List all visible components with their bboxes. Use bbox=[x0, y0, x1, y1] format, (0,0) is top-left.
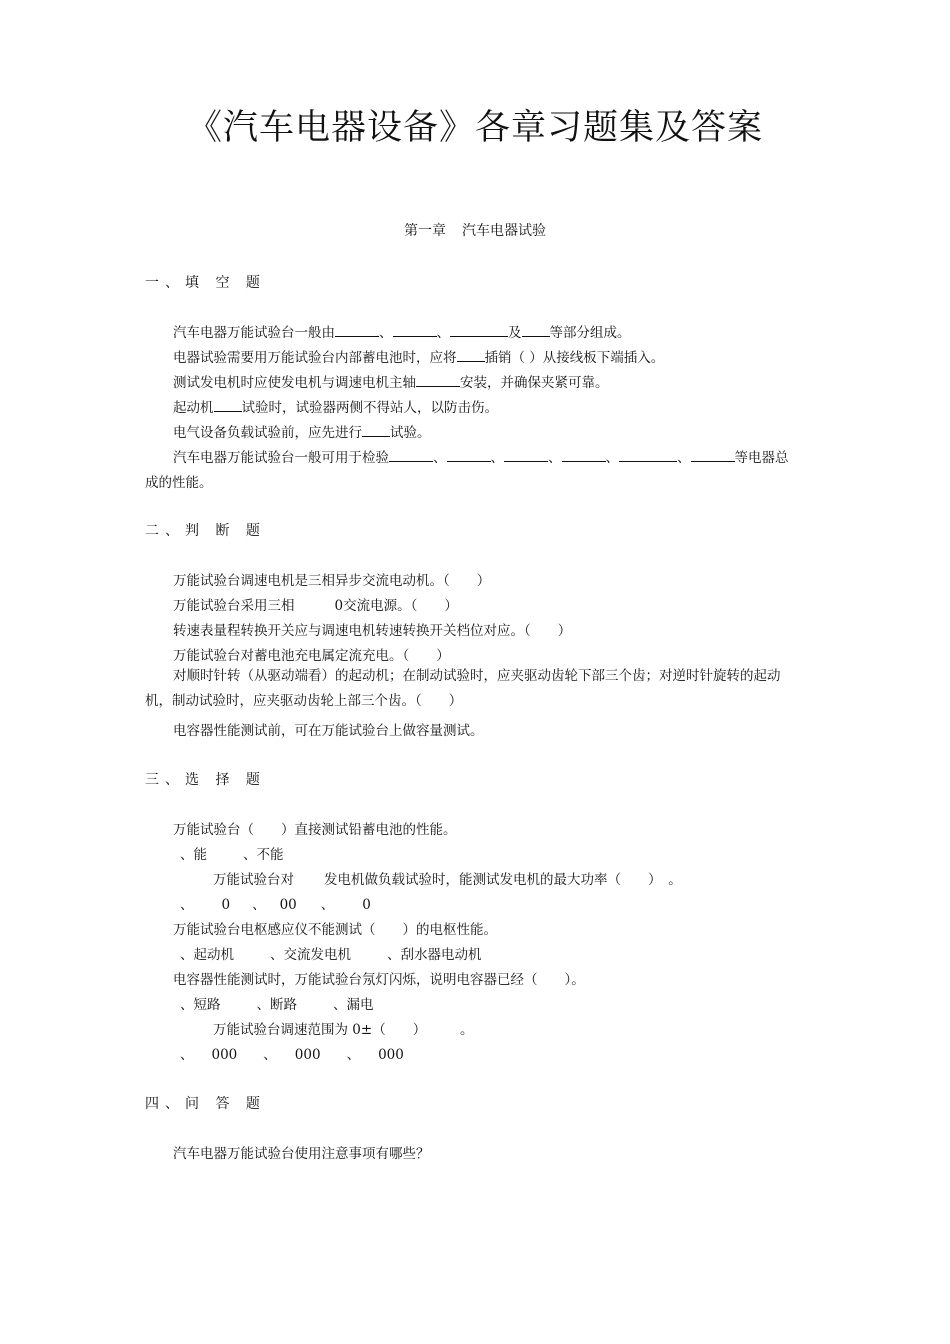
judge-question-2: 万能试验台采用三相 0交流电源。（ ） bbox=[173, 598, 458, 614]
choice-options-5 bbox=[180, 1043, 404, 1063]
option[interactable]: 、起动机 bbox=[180, 947, 234, 963]
answer-blank[interactable] bbox=[522, 324, 550, 337]
choice-options-3 bbox=[180, 943, 482, 963]
fill-question-3: 测试发电机时应使发电机与调速电机主轴 安装，并确保夹紧可靠。 bbox=[173, 375, 609, 391]
answer-blank[interactable] bbox=[393, 324, 437, 337]
choice-question-1: 万能试验台（ ）直接测试铅蓄电池的性能。 bbox=[173, 822, 457, 838]
answer-blank[interactable] bbox=[450, 324, 508, 337]
answer-blank[interactable] bbox=[457, 349, 485, 362]
answer-blank[interactable] bbox=[335, 324, 379, 337]
option[interactable]: 、 00 bbox=[252, 897, 297, 913]
section-heading-fill: 一、填 空 题 bbox=[145, 275, 266, 291]
chapter-name: 汽车电器试验 bbox=[462, 223, 546, 239]
judge-question-5: 对顺时针转（从驱动端看）的起动机；在制动试验时，应夹驱动齿轮下部三个齿；对逆时针旋转的起动机，制动试验时，应夹驱动齿轮上部三个齿。（ ） bbox=[145, 668, 781, 709]
option[interactable]: 、断路 bbox=[256, 997, 297, 1013]
choice-options-2 bbox=[180, 893, 371, 913]
option[interactable]: 、 0 bbox=[320, 897, 371, 913]
option[interactable]: 、不能 bbox=[243, 847, 284, 863]
option[interactable]: 、 000 bbox=[263, 1047, 321, 1063]
judge-question-1: 万能试验台调速电机是三相异步交流电动机。（ ） bbox=[173, 573, 491, 589]
choice-options-1 bbox=[180, 843, 284, 863]
option[interactable]: 、短路 bbox=[180, 997, 221, 1013]
section-heading-qa: 四、问 答 题 bbox=[145, 1096, 266, 1112]
qa-question-1: 汽车电器万能试验台使用注意事项有哪些？ bbox=[173, 1146, 430, 1162]
fill-question-1: 汽车电器万能试验台一般由 、 、 及 等部分组成。 bbox=[173, 325, 631, 341]
option[interactable]: 、 0 bbox=[180, 897, 231, 913]
document-title: 《汽车电器设备》各章习题集及答案 bbox=[186, 108, 763, 148]
answer-blank[interactable] bbox=[619, 449, 677, 462]
section-heading-judge: 二、判 断 题 bbox=[145, 523, 266, 539]
choice-options-4 bbox=[180, 993, 374, 1013]
choice-question-2: 万能试验台对 发电机做负载试验时，能测试发电机的最大功率（ ） 。 bbox=[213, 872, 682, 888]
answer-blank[interactable] bbox=[691, 449, 735, 462]
fill-question-6-continued: 成的性能。 bbox=[145, 475, 213, 491]
answer-blank[interactable] bbox=[447, 449, 491, 462]
option[interactable]: 、刮水器电动机 bbox=[387, 947, 482, 963]
answer-blank[interactable] bbox=[214, 399, 242, 412]
answer-blank[interactable] bbox=[389, 449, 433, 462]
answer-blank[interactable] bbox=[504, 449, 548, 462]
option[interactable]: 、 000 bbox=[180, 1047, 238, 1063]
option[interactable]: 、交流发电机 bbox=[270, 947, 351, 963]
fill-question-4: 起动机 试验时，试验器两侧不得站人，以防击伤。 bbox=[173, 400, 498, 416]
option[interactable]: 、能 bbox=[180, 847, 207, 863]
judge-question-6: 电容器性能测试前，可在万能试验台上做容量测试。 bbox=[173, 723, 484, 739]
judge-question-4: 万能试验台对蓄电池充电属定流充电。（ ） bbox=[173, 648, 450, 664]
choice-question-3: 万能试验台电枢感应仪不能测试（ ）的电枢性能。 bbox=[173, 922, 497, 938]
choice-question-5: 万能试验台调速范围为 0±（ ） 。 bbox=[213, 1022, 474, 1038]
choice-question-4: 电容器性能测试时，万能试验台氖灯闪烁，说明电容器已经（ ）。 bbox=[173, 972, 585, 988]
fill-question-5: 电气设备负载试验前，应先进行 试验。 bbox=[173, 425, 431, 441]
fill-question-2: 电器试验需要用万能试验台内部蓄电池时，应将 插销（ ）从接线板下端插入。 bbox=[173, 350, 665, 366]
fill-question-6: 汽车电器万能试验台一般可用于检验 、 、 、 、 、 等电器总 bbox=[173, 450, 789, 466]
answer-blank[interactable] bbox=[416, 374, 460, 387]
option[interactable]: 、 000 bbox=[346, 1047, 404, 1063]
section-heading-choice: 三、选 择 题 bbox=[145, 772, 266, 788]
chapter-heading bbox=[0, 220, 950, 240]
answer-blank[interactable] bbox=[362, 424, 390, 437]
answer-blank[interactable] bbox=[562, 449, 606, 462]
judge-question-3: 转速表量程转换开关应与调速电机转速转换开关档位对应。（ ） bbox=[173, 623, 572, 639]
option[interactable]: 、漏电 bbox=[333, 997, 374, 1013]
chapter-number: 第一章 bbox=[404, 223, 446, 239]
